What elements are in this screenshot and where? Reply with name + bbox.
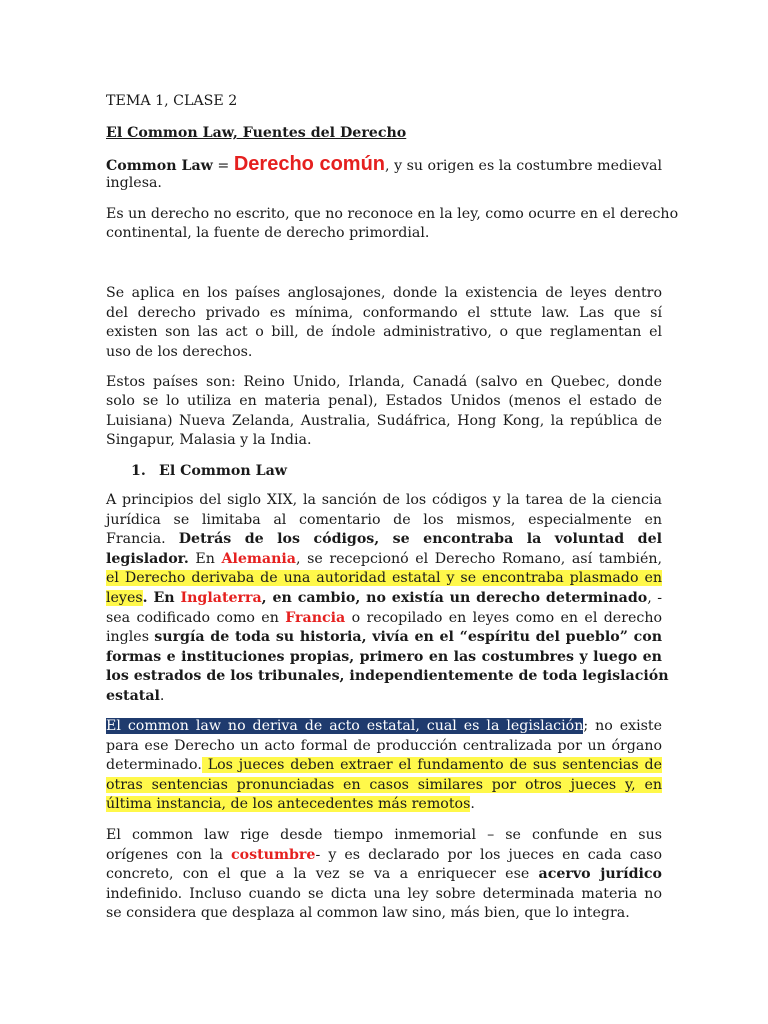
highlight-yellow: otras sentencias pronunciadas en casos similares por otros jueces y, en [106,777,662,793]
p6-line-1 [106,717,662,737]
p5-line-1: A principios del siglo XIX, la sanción de los códigos y la tarea de la ciencia [106,492,662,508]
p7-line-3 [106,865,662,885]
term-francia: Francia [285,610,346,626]
p5-bold: surgía de toda su historia, vivía en el “espíritu del pueblo” con [154,629,663,645]
p5-text: , se recepcionó el Derecho Romano, así también, [296,551,662,567]
p3-line-2: del derecho privado es mínima, conformando el sttute law. Las que sí [106,305,662,321]
term-costumbre: costumbre [231,847,316,863]
p7-text: - y es declarado por los jueces en cada caso [315,847,662,863]
term-common-law: Common Law [106,158,213,174]
p7-text: concreto, con el que a la vez se va a enriquecer ese [106,866,539,882]
p7-line-4: indefinido. Incluso cuando se dicta una ley sobre determinada materia no [106,886,662,902]
p5-bold: estatal [106,688,160,704]
document-title: El Common Law, Fuentes del Derecho [106,125,407,141]
intro-line-2: inglesa. [106,175,162,191]
p7-line-2 [106,846,662,866]
p5-text: , - [647,590,662,606]
p2-line-2: continental, la fuente de derecho primordial. [106,225,430,241]
selected-text[interactable]: El common law no deriva de acto estatal, cual es la legislación [106,718,584,734]
intro-equals: = [212,158,234,174]
p5-line-5 [106,569,662,589]
highlight-yellow: Los jueces deben extraer el fundamento de sus sentencias de [201,757,662,773]
section-title: El Common Law [159,463,288,479]
p6-text: . [470,796,475,812]
p5-bold: legislador. [106,551,189,567]
p5-text: o recopilado en leyes como en el derecho [345,610,662,626]
term-alemania: Alemania [221,551,296,567]
p4-line-4: Singapur, Malasia y la India. [106,432,312,448]
p7-line-1: El common law rige desde tiempo inmemorial – se confunde en sus [106,827,662,843]
section-heading [131,462,687,482]
p5-bold: Detrás de los códigos, se encontraba la voluntad del [178,531,663,547]
p7-text: orígenes con la [106,847,232,863]
term-inglaterra: Inglaterra [180,590,262,606]
p5-text: sea codificado como en [106,610,286,626]
p3-line-3: existen son las act o bill, de índole administrativo, o que reglamentan el [106,324,662,340]
intro-rest: , y su origen es la costumbre medieval [385,158,662,174]
p5-text: ingles [106,629,155,645]
p6-text: determinado. [106,757,202,773]
section-number: 1. [131,463,146,479]
p5-line-11 [106,687,662,707]
p6-text: ; no existe [583,718,663,734]
p5-line-9: formas e instituciones propias, primero en las costumbres y luego en [106,649,662,665]
p5-line-8 [106,628,662,648]
p6-line-3 [106,756,662,776]
p5-bold: , en cambio, no existía un derecho determinado [261,590,648,606]
p4-line-2: solo se lo utiliza en materia penal), Estados Unidos (menos el estado de [106,393,662,409]
highlight-yellow: el Derecho derivaba de una autoridad estatal y se encontraba plasmado en [106,570,662,586]
p5-line-3 [106,530,662,550]
p6-line-5 [106,795,662,815]
p5-line-7 [106,609,662,629]
p5-line-2: jurídica se limitaba al comentario de los mismos, especialmente en [106,512,662,528]
p6-line-4 [106,776,662,796]
p5-line-6 [106,589,662,609]
p2-line-1: Es un derecho no escrito, que no reconoce en la ley, como ocurre en el derecho [106,206,679,222]
p7-bold: acervo jurídico [538,866,662,882]
p3-line-1: Se aplica en los países anglosajones, donde la existencia de leyes dentro [106,285,662,301]
p5-bold: En [153,590,181,606]
p4-line-1: Estos países son: Reino Unido, Irlanda, Canadá (salvo en Quebec, donde [106,374,662,390]
p5-line-10: los estrados de los tribunales, independientemente de toda legislación [106,668,669,684]
p4-line-3: Luisiana) Nueva Zelanda, Australia, Sudáfrica, Hong Kong, la república de [106,413,662,429]
p3-line-4: uso de los derechos. [106,344,253,360]
p5-text: Francia. [106,531,179,547]
p5-line-4 [106,550,662,570]
p5-bold: . [142,590,154,606]
highlight-yellow: última instancia, de los antecedentes más remotos [106,796,471,812]
document-header: TEMA 1, CLASE 2 [106,93,238,109]
term-derecho-comun: Derecho común [233,153,386,175]
p5-text: En [188,551,222,567]
p6-line-2: para ese Derecho un acto formal de producción centralizada por un órgano [106,738,662,754]
highlight-yellow: leyes [106,590,143,606]
p7-line-5: se considera que desplaza al common law sino, más bien, que lo integra. [106,905,630,921]
p5-text: . [159,688,165,704]
